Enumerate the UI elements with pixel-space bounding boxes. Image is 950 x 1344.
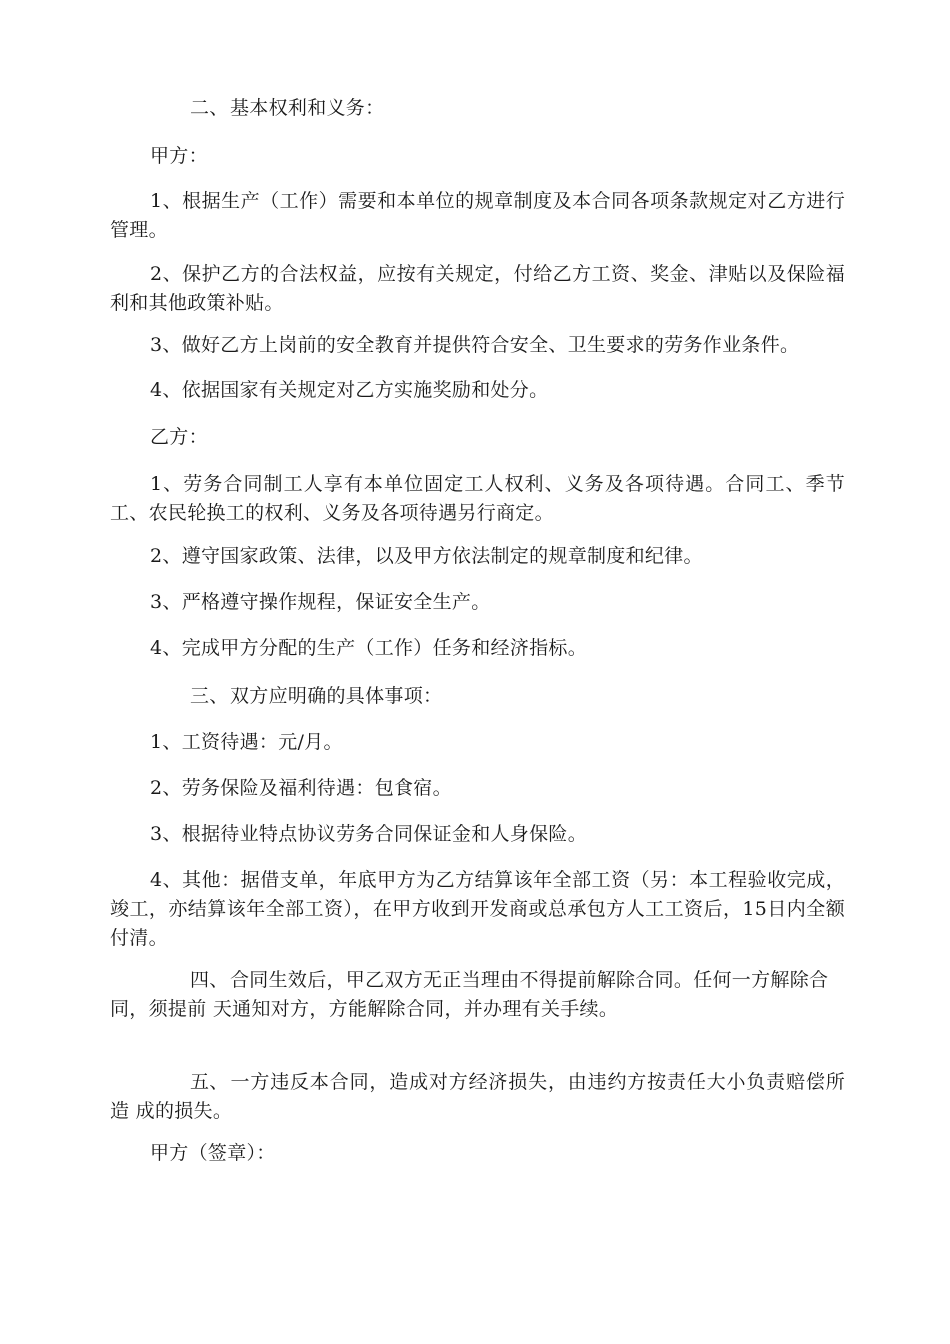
party-b-label: 乙方： bbox=[150, 426, 208, 448]
section-3-item-3: 3、根据待业特点协议劳务合同保证金和人身保险。 bbox=[150, 823, 587, 845]
party-a-item-2: 2、保护乙方的合法权益，应按有关规定，付给乙方工资、奖金、津贴以及保险福利和其他政策补贴。 bbox=[110, 263, 845, 314]
section-number: 三、 bbox=[190, 685, 229, 707]
section-3-heading bbox=[110, 682, 845, 711]
party-a-item-4: 4、依据国家有关规定对乙方实施奖励和处分。 bbox=[150, 379, 549, 401]
section-number: 二、 bbox=[190, 97, 229, 119]
party-a-signature-label: 甲方（签章）： bbox=[150, 1142, 276, 1164]
section-5-paragraph bbox=[110, 1068, 845, 1126]
section-2-heading bbox=[110, 94, 845, 123]
party-a-item-3: 3、做好乙方上岗前的安全教育并提供符合安全、卫生要求的劳务作业条件。 bbox=[150, 334, 800, 356]
section-title: 基本权利和义务： bbox=[230, 97, 385, 119]
section-3-item-4: 4、其他：据借支单，年底甲方为乙方结算该年全部工资（另：本工程验收完成，竣工，亦结算该年全部工资），在甲方收到开发商或总承包方人工工资后，15日内全额付清。 bbox=[110, 869, 845, 949]
section-3-item-2: 2、劳务保险及福利待遇：包食宿。 bbox=[150, 777, 452, 799]
section-title: 双方应明确的具体事项： bbox=[230, 685, 443, 707]
section-4-line-1: 合同生效后，甲乙双方无正当理由不得提前解除合同。任何一方解除合 bbox=[230, 969, 829, 991]
section-number: 四、 bbox=[190, 969, 229, 991]
party-a-item-1: 1、根据生产（工作）需要和本单位的规章制度及本合同各项条款规定对乙方进行管理。 bbox=[110, 190, 845, 241]
section-number: 五、 bbox=[190, 1071, 229, 1093]
section-5-text: 一方违反本合同，造成对方经济损失，由违约方按责任大小负责赔偿所造 成的损失。 bbox=[110, 1071, 845, 1122]
party-b-item-3: 3、严格遵守操作规程，保证安全生产。 bbox=[150, 591, 491, 613]
section-4-line-2: 同，须提前 天通知对方，方能解除合同，并办理有关手续。 bbox=[110, 998, 619, 1020]
section-3-item-1: 1、工资待遇：元/月。 bbox=[150, 731, 343, 753]
party-b-item-1: 1、劳务合同制工人享有本单位固定工人权利、义务及各项待遇。合同工、季节工、农民轮换工的权利、义务及各项待遇另行商定。 bbox=[110, 473, 845, 524]
party-b-item-4: 4、完成甲方分配的生产（工作）任务和经济指标。 bbox=[150, 637, 587, 659]
party-a-label: 甲方： bbox=[150, 145, 208, 167]
section-4-paragraph bbox=[110, 966, 845, 1024]
party-b-item-2: 2、遵守国家政策、法律，以及甲方依法制定的规章制度和纪律。 bbox=[150, 545, 703, 567]
